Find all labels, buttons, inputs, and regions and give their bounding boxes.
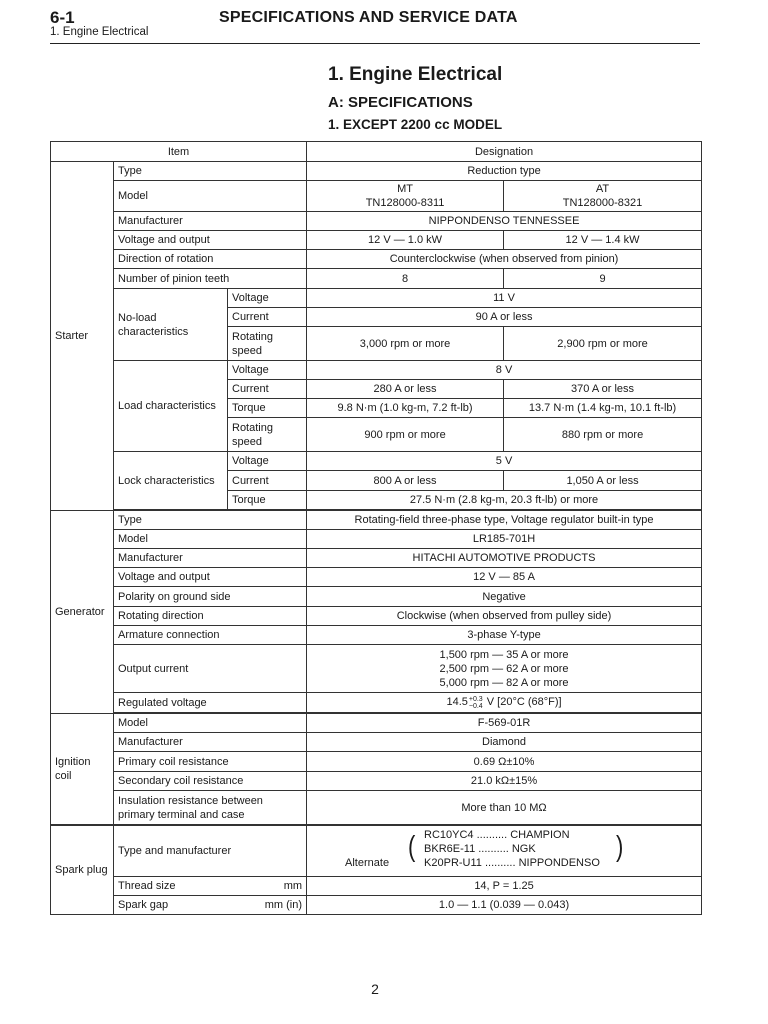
table-row: [51, 181, 702, 212]
row-value-mt: 3,000 rpm or more: [307, 327, 504, 361]
row-label: Voltage: [228, 289, 307, 308]
row-value: Negative: [307, 587, 702, 607]
row-label: Polarity on ground side: [114, 587, 307, 607]
row-value: 27.5 N·m (2.8 kg-m, 20.3 ft-lb) or more: [307, 491, 702, 510]
row-value: Counterclockwise (when observed from pinion): [307, 250, 702, 269]
spark-gap-label: Spark gap: [118, 899, 169, 911]
table-row: [51, 162, 702, 181]
table-row: [51, 772, 702, 791]
table-row: [51, 714, 702, 733]
tolerance-plus: +0.3: [468, 695, 483, 703]
table-row: [51, 693, 702, 713]
col-header-item: Item: [51, 142, 307, 162]
thread-size-label: Thread size: [118, 880, 176, 892]
row-value: 5 V: [307, 452, 702, 471]
row-label: Rotating speed: [228, 418, 307, 452]
row-label: Current: [228, 471, 307, 491]
row-value-mt: 900 rpm or more: [307, 418, 504, 452]
group-generator: Generator: [51, 511, 114, 714]
regulated-base: 14.5: [446, 696, 468, 709]
row-value-at: 1,050 A or less: [504, 471, 702, 491]
table-row: [51, 250, 702, 269]
row-value: 90 A or less: [307, 308, 702, 327]
tolerance-stack: [469, 696, 483, 710]
row-label: Torque: [228, 399, 307, 418]
model-mt-number: TN128000-8311: [365, 197, 445, 209]
subgroup-lock: Lock characteristics: [114, 452, 228, 510]
row-value: 0.69 Ω±10%: [307, 752, 702, 772]
regulated-condition: V [20°C (68°F)]: [486, 696, 562, 709]
right-paren-icon: ): [616, 830, 624, 863]
page-number: 2: [371, 981, 379, 997]
row-value: Reduction type: [307, 162, 702, 181]
row-value: 21.0 kΩ±15%: [307, 772, 702, 791]
thread-size-unit: mm: [283, 880, 303, 892]
col-header-designation: Designation: [307, 142, 702, 162]
table-row: [51, 587, 702, 607]
spark-plug-list: [424, 828, 600, 870]
row-label: Model: [114, 530, 307, 549]
table-row: [51, 289, 702, 308]
row-value-mt: 800 A or less: [307, 471, 504, 491]
table-row: [51, 361, 702, 380]
row-label: Rotating direction: [114, 607, 307, 626]
table-row: [51, 231, 702, 250]
row-value: F-569-01R: [307, 714, 702, 733]
row-value-mt: [307, 181, 504, 212]
spark-gap-unit: mm (in): [264, 899, 303, 911]
row-value: 8 V: [307, 361, 702, 380]
group-spark-plug: Spark plug: [51, 826, 114, 915]
model-at-label: AT: [595, 183, 610, 195]
page-header-subtitle: 1. Engine Electrical: [50, 26, 149, 38]
output-current-line: 1,500 rpm — 35 A or more: [439, 648, 569, 661]
row-value: 14, P = 1.25: [307, 877, 702, 896]
specifications-table: [50, 141, 702, 915]
table-row: [51, 269, 702, 289]
table-row: [51, 733, 702, 752]
row-label: Voltage: [228, 452, 307, 471]
page-header-title: SPECIFICATIONS AND SERVICE DATA: [219, 9, 518, 26]
model-at-number: TN128000-8321: [562, 197, 643, 209]
row-label: Secondary coil resistance: [114, 772, 307, 791]
row-value: LR185-701H: [307, 530, 702, 549]
table-row: [51, 626, 702, 645]
row-label: Model: [114, 181, 307, 212]
table-row: [51, 212, 702, 231]
row-value: Clockwise (when observed from pulley side): [307, 607, 702, 626]
table-row: [51, 826, 702, 877]
alternate-label: Alternate: [345, 857, 390, 869]
row-label: Rotating speed: [228, 327, 307, 361]
row-label: Type: [114, 162, 307, 181]
row-label: Current: [228, 380, 307, 399]
row-value: [307, 693, 702, 713]
spark-plug-alt: BKR6E-11 .......... NGK: [424, 843, 536, 855]
row-value: [307, 826, 702, 877]
row-label: Primary coil resistance: [114, 752, 307, 772]
row-value: 3-phase Y-type: [307, 626, 702, 645]
row-value: 11 V: [307, 289, 702, 308]
output-current-line: 5,000 rpm — 82 A or more: [439, 676, 569, 689]
table-row: [51, 452, 702, 471]
row-label: Voltage and output: [114, 231, 307, 250]
row-value-at: 12 V — 1.4 kW: [504, 231, 702, 250]
row-value-at: 880 rpm or more: [504, 418, 702, 452]
row-value-mt: 9.8 N·m (1.0 kg-m, 7.2 ft-lb): [307, 399, 504, 418]
row-value: 12 V — 85 A: [307, 568, 702, 587]
subgroup-noload: No-load characteristics: [114, 289, 228, 361]
row-label: Direction of rotation: [114, 250, 307, 269]
heading-engine-electrical: 1. Engine Electrical: [328, 64, 503, 85]
row-label: Manufacturer: [114, 212, 307, 231]
heading-specifications: A: SPECIFICATIONS: [328, 94, 473, 111]
row-label: Torque: [228, 491, 307, 510]
row-label: Voltage: [228, 361, 307, 380]
row-label: [114, 896, 307, 915]
row-value: [307, 645, 702, 693]
spark-plug-types: [307, 826, 701, 876]
row-value-mt: 8: [307, 269, 504, 289]
group-starter: Starter: [51, 162, 114, 511]
table-row: [51, 877, 702, 896]
table-row: [51, 607, 702, 626]
row-label: Manufacturer: [114, 733, 307, 752]
row-value-mt: 280 A or less: [307, 380, 504, 399]
row-label: Insulation resistance between primary terminal and case: [114, 791, 307, 825]
section-number: 6-1: [50, 8, 75, 27]
row-value: Rotating-field three-phase type, Voltage regulator built-in type: [307, 511, 702, 530]
table-header-row: [51, 142, 702, 162]
row-label: Output current: [114, 645, 307, 693]
table-row: [51, 791, 702, 825]
row-value: Diamond: [307, 733, 702, 752]
row-value-at: 370 A or less: [504, 380, 702, 399]
row-value-mt: 12 V — 1.0 kW: [307, 231, 504, 250]
row-value: NIPPONDENSO TENNESSEE: [307, 212, 702, 231]
header-divider: [50, 43, 700, 44]
row-value: HITACHI AUTOMOTIVE PRODUCTS: [307, 549, 702, 568]
subgroup-load: Load characteristics: [114, 361, 228, 452]
table-row: [51, 549, 702, 568]
group-ignition-coil: Ignition coil: [51, 714, 114, 825]
table-row: [51, 511, 702, 530]
spark-plug-main: RC10YC4 .......... CHAMPION: [424, 829, 570, 841]
row-label: Model: [114, 714, 307, 733]
table-row: [51, 752, 702, 772]
row-value: 1.0 — 1.1 (0.039 — 0.043): [307, 896, 702, 915]
heading-except-2200: 1. EXCEPT 2200 cc MODEL: [328, 117, 503, 132]
spark-plug-alt: K20PR-U11 .......... NIPPONDENSO: [424, 857, 600, 869]
tolerance-minus: −0.4: [468, 702, 483, 710]
row-label: Voltage and output: [114, 568, 307, 587]
row-value-at: 9: [504, 269, 702, 289]
row-label: Armature connection: [114, 626, 307, 645]
row-value-at: 13.7 N·m (1.4 kg-m, 10.1 ft-lb): [504, 399, 702, 418]
table-row: [51, 896, 702, 915]
row-label: Manufacturer: [114, 549, 307, 568]
output-current-line: 2,500 rpm — 62 A or more: [439, 662, 569, 675]
row-value-at: [504, 181, 702, 212]
table-row: [51, 568, 702, 587]
model-mt-label: MT: [397, 183, 413, 195]
row-label: Number of pinion teeth: [114, 269, 307, 289]
table-row: [51, 530, 702, 549]
left-paren-icon: (: [408, 830, 416, 863]
row-label: [114, 877, 307, 896]
row-label: Current: [228, 308, 307, 327]
row-value: More than 10 MΩ: [307, 791, 702, 825]
row-label: Type and manufacturer: [114, 826, 307, 877]
table-row: [51, 645, 702, 693]
row-value-at: 2,900 rpm or more: [504, 327, 702, 361]
row-label: Type: [114, 511, 307, 530]
row-label: Regulated voltage: [114, 693, 307, 713]
